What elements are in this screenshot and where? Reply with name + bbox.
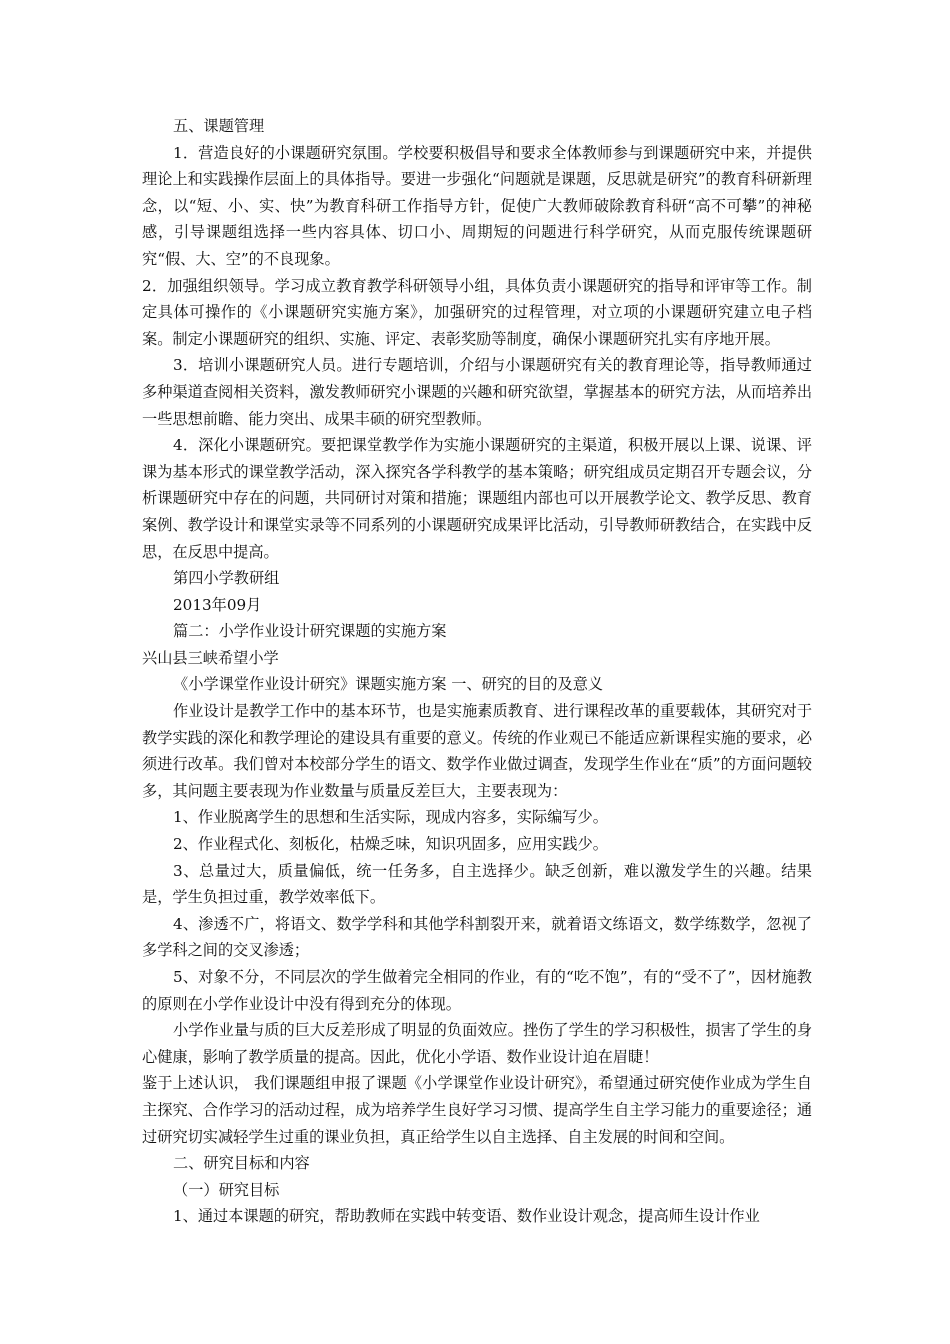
subsection-heading-research-goals: （一）研究目标	[173, 1180, 280, 1199]
school-name: 兴山县三峡希望小学	[142, 648, 279, 667]
signature-date: 2013年09月	[173, 595, 262, 614]
paragraph-researcher-training: 3．培训小课题研究人员。进行专题培训，介绍与小课题研究有关的教育理论等，指导教师通过多种渠道查阅相关资料，激发教师研究小课题的兴趣和研究欲望，掌握基本的研究方法，从而培养出一些思想前瞻、能力突出、成果丰硕的研究型教师。	[142, 356, 812, 428]
document-page	[142, 113, 812, 1230]
signature-group-name: 第四小学教研组	[173, 569, 280, 588]
paragraph-homework-design-intro: 作业设计是教学工作中的基本环节，也是实施素质教育、进行课程改革的重要载体，其研究对于教学实践的深化和教学理论的建设具有重要的意义。传统的作业观已不能适应新课程实施的要求，必须进行改革。我们曾对本校部分学生的语文、数学作业做过调查，发现学生作业在“质”的方面问题较多，其问题主要表现为作业数量与质量反差巨大，主要表现为：	[142, 702, 812, 800]
article-two-title: 篇二：小学作业设计研究课题的实施方案	[173, 622, 447, 641]
list-item-2: 2、作业程式化、刻板化，枯燥乏味，知识巩固多，应用实践少。	[173, 835, 608, 854]
paragraph-negative-effects: 小学作业量与质的巨大反差形成了明显的负面效应。挫伤了学生的学习积极性，损害了学生的身心健康，影响了教学质量的提高。因此，优化小学语、数作业设计迫在眉睫！	[142, 1021, 812, 1066]
list-item-1: 1、作业脱离学生的思想和生活实际，现成内容多，实际编写少。	[173, 808, 608, 827]
section-heading-topic-management: 五、课题管理	[173, 117, 265, 135]
paragraph-deepen-research: 4．深化小课题研究。要把课堂教学作为实施小课题研究的主渠道，积极开展以上课、说课、评课为基本形式的课堂教学活动，深入探究各学科教学的基本策略；研究组成员定期召开专题会议，分析课题研究中存在的问题，共同研讨对策和措施；课题组内部也可以开展教学论文、教学反思、教育案例、教学设计和课堂实录等不同系列的小课题研究成果评比活动，引导教师研教结合，在实践中反思，在反思中提高。	[142, 436, 812, 561]
list-item-5: 5、对象不分，不同层次的学生做着完全相同的作业，有的“吃不饱”，有的“受不了”，因材施教的原则在小学作业设计中没有得到充分的体现。	[142, 968, 812, 1013]
paragraph-goal-1: 1、通过本课题的研究，帮助教师在实践中转变语、数作业设计观念，提高师生设计作业	[173, 1207, 760, 1226]
list-item-4: 4、渗透不广，将语文、数学学科和其他学科割裂开来，就着语文练语文，数学练数学，忽视了多学科之间的交叉渗透；	[142, 914, 812, 960]
plan-title-and-section-one: 《小学课堂作业设计研究》课题实施方案 一、研究的目的及意义	[173, 675, 604, 694]
list-item-3: 3、总量过大，质量偏低，统一任务多，自主选择少。缺乏创新，难以激发学生的兴趣。结果是，学生负担过重，教学效率低下。	[142, 861, 812, 907]
paragraph-project-application: 鉴于上述认识， 我们课题组申报了课题《小学课堂作业设计研究》，希望通过研究使作业成为学生自主探究、合作学习的活动过程，成为培养学生良好学习习惯、提高学生自主学习能力的重要途径；通过研究切实减轻学生过重的课业负担，真正给学生以自主选择、自主发展的时间和空间。	[142, 1074, 812, 1146]
paragraph-research-atmosphere: 1．营造良好的小课题研究氛围。学校要积极倡导和要求全体教师参与到课题研究中来，并提供理论上和实践操作层面上的具体指导。要进一步强化“问题就是课题，反思就是研究”的教育科研新理念，以“短、小、实、快”为教育科研工作指导方针，促使广大教师破除教育科研“高不可攀”的神秘感，引导课题组选择一些内容具体、切口小、周期短的问题进行科学研究，从而克服传统课题研究“假、大、空”的不良现象。	[142, 143, 812, 268]
section-heading-goals-content: 二、研究目标和内容	[173, 1154, 310, 1173]
paragraph-organization-leadership: 2．加强组织领导。学习成立教育教学科研领导小组，具体负责小课题研究的指导和评审等工作。制定具体可操作的《小课题研究实施方案》，加强研究的过程管理，对立项的小课题研究建立电子档案。制定小课题研究的组织、实施、评定、表彰奖励等制度，确保小课题研究扎实有序地开展。	[142, 276, 812, 348]
